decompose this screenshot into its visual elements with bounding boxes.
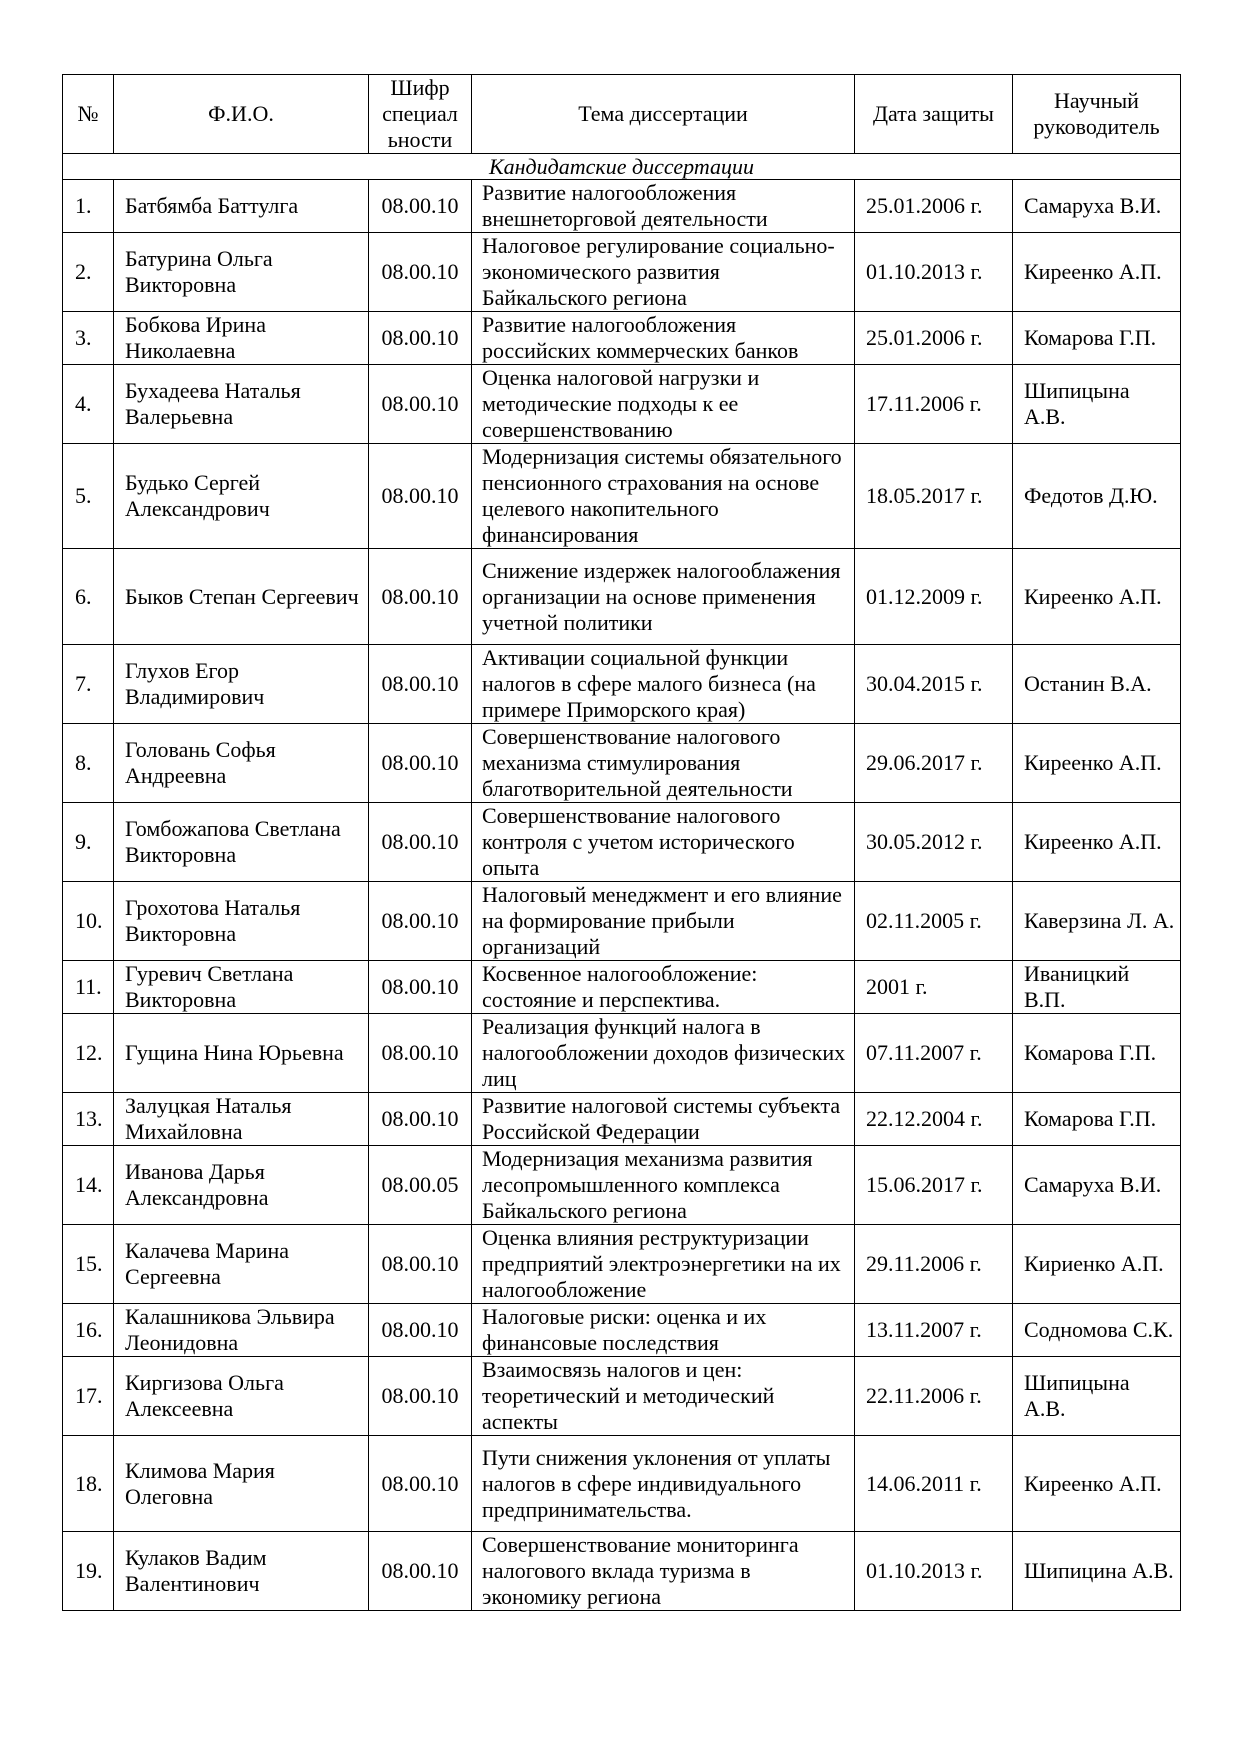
specialty-code: 08.00.10 xyxy=(369,961,472,1014)
header-name: Ф.И.О. xyxy=(114,75,369,154)
table-row xyxy=(63,233,1181,312)
dissertation-topic: Оценка налоговой нагрузки и методические подходы к ее совершенствованию xyxy=(472,365,855,444)
candidate-name: Кулаков Вадим Валентинович xyxy=(114,1532,369,1611)
section-title: Кандидатские диссертации xyxy=(63,154,1181,180)
specialty-code: 08.00.10 xyxy=(369,365,472,444)
defense-date: 25.01.2006 г. xyxy=(855,312,1013,365)
supervisor-name: Киреенко А.П. xyxy=(1013,1436,1181,1532)
specialty-code: 08.00.10 xyxy=(369,312,472,365)
specialty-code: 08.00.10 xyxy=(369,233,472,312)
specialty-code: 08.00.10 xyxy=(369,1532,472,1611)
supervisor-name: Киреенко А.П. xyxy=(1013,724,1181,803)
supervisor-name: Комарова Г.П. xyxy=(1013,312,1181,365)
row-number: 17. xyxy=(63,1357,114,1436)
header-code: Шифр специал ьности xyxy=(369,75,472,154)
row-number: 14. xyxy=(63,1146,114,1225)
row-number: 7. xyxy=(63,645,114,724)
table-row xyxy=(63,724,1181,803)
row-number: 5. xyxy=(63,444,114,549)
candidate-name: Грохотова Наталья Викторовна xyxy=(114,882,369,961)
supervisor-name: Иваницкий В.П. xyxy=(1013,961,1181,1014)
defense-date: 02.11.2005 г. xyxy=(855,882,1013,961)
dissertation-topic: Налоговое регулирование социально-экономического развития Байкальского региона xyxy=(472,233,855,312)
row-number: 18. xyxy=(63,1436,114,1532)
supervisor-name: Комарова Г.П. xyxy=(1013,1014,1181,1093)
row-number: 3. xyxy=(63,312,114,365)
specialty-code: 08.00.10 xyxy=(369,1436,472,1532)
supervisor-name: Кириенко А.П. xyxy=(1013,1225,1181,1304)
specialty-code: 08.00.10 xyxy=(369,645,472,724)
dissertation-topic: Взаимосвязь налогов и цен: теоретический и методический аспекты xyxy=(472,1357,855,1436)
row-number: 16. xyxy=(63,1304,114,1357)
dissertation-topic: Активации социальной функции налогов в сфере малого бизнеса (на примере Приморского края) xyxy=(472,645,855,724)
supervisor-name: Шипицына А.В. xyxy=(1013,1357,1181,1436)
defense-date: 07.11.2007 г. xyxy=(855,1014,1013,1093)
dissertation-topic: Пути снижения уклонения от уплаты налогов в сфере индивидуального предпринимательства. xyxy=(472,1436,855,1532)
candidate-name: Будько Сергей Александрович xyxy=(114,444,369,549)
specialty-code: 08.00.10 xyxy=(369,882,472,961)
table-body xyxy=(63,154,1181,1611)
candidate-name: Киргизова Ольга Алексеевна xyxy=(114,1357,369,1436)
table-row xyxy=(63,1436,1181,1532)
dissertation-topic: Совершенствование налогового механизма стимулирования благотворительной деятельности xyxy=(472,724,855,803)
section-row xyxy=(63,154,1181,180)
specialty-code: 08.00.10 xyxy=(369,1093,472,1146)
table-row xyxy=(63,882,1181,961)
candidate-name: Залуцкая Наталья Михайловна xyxy=(114,1093,369,1146)
defense-date: 30.05.2012 г. xyxy=(855,803,1013,882)
candidate-name: Головань Софья Андреевна xyxy=(114,724,369,803)
table-row xyxy=(63,1532,1181,1611)
candidate-name: Батурина Ольга Викторовна xyxy=(114,233,369,312)
supervisor-name: Самаруха В.И. xyxy=(1013,1146,1181,1225)
dissertation-topic: Косвенное налогообложение: состояние и перспектива. xyxy=(472,961,855,1014)
defense-date: 22.11.2006 г. xyxy=(855,1357,1013,1436)
specialty-code: 08.00.10 xyxy=(369,549,472,645)
row-number: 9. xyxy=(63,803,114,882)
row-number: 15. xyxy=(63,1225,114,1304)
dissertation-topic: Налоговые риски: оценка и их финансовые последствия xyxy=(472,1304,855,1357)
defense-date: 25.01.2006 г. xyxy=(855,180,1013,233)
candidate-name: Быков Степан Сергеевич xyxy=(114,549,369,645)
dissertation-topic: Модернизация системы обязательного пенсионного страхования на основе целевого накопительного финансирования xyxy=(472,444,855,549)
defense-date: 13.11.2007 г. xyxy=(855,1304,1013,1357)
row-number: 11. xyxy=(63,961,114,1014)
table-row xyxy=(63,961,1181,1014)
candidate-name: Глухов Егор Владимирович xyxy=(114,645,369,724)
specialty-code: 08.00.10 xyxy=(369,180,472,233)
row-number: 1. xyxy=(63,180,114,233)
candidate-name: Гомбожапова Светлана Викторовна xyxy=(114,803,369,882)
dissertation-topic: Оценка влияния реструктуризации предприятий электроэнергетики на их налогообложение xyxy=(472,1225,855,1304)
header-supervisor: Научный руководитель xyxy=(1013,75,1181,154)
supervisor-name: Комарова Г.П. xyxy=(1013,1093,1181,1146)
table-row xyxy=(63,180,1181,233)
header-topic: Тема диссертации xyxy=(472,75,855,154)
table-row xyxy=(63,444,1181,549)
specialty-code: 08.00.10 xyxy=(369,1304,472,1357)
supervisor-name: Самаруха В.И. xyxy=(1013,180,1181,233)
dissertation-topic: Реализация функций налога в налогообложении доходов физических лиц xyxy=(472,1014,855,1093)
candidate-name: Батбямба Баттулга xyxy=(114,180,369,233)
row-number: 2. xyxy=(63,233,114,312)
row-number: 19. xyxy=(63,1532,114,1611)
table-row xyxy=(63,312,1181,365)
defense-date: 01.12.2009 г. xyxy=(855,549,1013,645)
candidate-name: Калачева Марина Сергеевна xyxy=(114,1225,369,1304)
dissertation-topic: Развитие налогообложения внешнеторговой деятельности xyxy=(472,180,855,233)
candidate-name: Калашникова Эльвира Леонидовна xyxy=(114,1304,369,1357)
table-row xyxy=(63,1146,1181,1225)
candidate-name: Бухадеева Наталья Валерьевна xyxy=(114,365,369,444)
table-row xyxy=(63,645,1181,724)
candidate-name: Бобкова Ирина Николаевна xyxy=(114,312,369,365)
table-header xyxy=(63,75,1181,154)
table-row xyxy=(63,1093,1181,1146)
row-number: 8. xyxy=(63,724,114,803)
table-row xyxy=(63,365,1181,444)
header-num: № xyxy=(63,75,114,154)
dissertation-topic: Совершенствование налогового контроля с учетом исторического опыта xyxy=(472,803,855,882)
specialty-code: 08.00.10 xyxy=(369,1357,472,1436)
dissertation-topic: Развитие налогообложения российских коммерческих банков xyxy=(472,312,855,365)
table-row xyxy=(63,1225,1181,1304)
dissertation-topic: Налоговый менеджмент и его влияние на формирование прибыли организаций xyxy=(472,882,855,961)
candidate-name: Иванова Дарья Александровна xyxy=(114,1146,369,1225)
defense-date: 17.11.2006 г. xyxy=(855,365,1013,444)
row-number: 13. xyxy=(63,1093,114,1146)
supervisor-name: Шипицына А.В. xyxy=(1013,365,1181,444)
supervisor-name: Киреенко А.П. xyxy=(1013,233,1181,312)
dissertation-topic: Совершенствование мониторинга налогового вклада туризма в экономику региона xyxy=(472,1532,855,1611)
defense-date: 01.10.2013 г. xyxy=(855,233,1013,312)
specialty-code: 08.00.10 xyxy=(369,444,472,549)
row-number: 12. xyxy=(63,1014,114,1093)
row-number: 10. xyxy=(63,882,114,961)
supervisor-name: Каверзина Л. А. xyxy=(1013,882,1181,961)
defense-date: 29.11.2006 г. xyxy=(855,1225,1013,1304)
specialty-code: 08.00.10 xyxy=(369,1225,472,1304)
specialty-code: 08.00.05 xyxy=(369,1146,472,1225)
defense-date: 18.05.2017 г. xyxy=(855,444,1013,549)
specialty-code: 08.00.10 xyxy=(369,724,472,803)
table-row xyxy=(63,803,1181,882)
defense-date: 14.06.2011 г. xyxy=(855,1436,1013,1532)
row-number: 4. xyxy=(63,365,114,444)
table-row xyxy=(63,1357,1181,1436)
supervisor-name: Федотов Д.Ю. xyxy=(1013,444,1181,549)
dissertation-topic: Развитие налоговой системы субъекта Российской Федерации xyxy=(472,1093,855,1146)
supervisor-name: Киреенко А.П. xyxy=(1013,549,1181,645)
header-date: Дата защиты xyxy=(855,75,1013,154)
supervisor-name: Содномова С.К. xyxy=(1013,1304,1181,1357)
candidate-name: Гущина Нина Юрьевна xyxy=(114,1014,369,1093)
specialty-code: 08.00.10 xyxy=(369,803,472,882)
table-row xyxy=(63,1014,1181,1093)
defense-date: 30.04.2015 г. xyxy=(855,645,1013,724)
row-number: 6. xyxy=(63,549,114,645)
table-row xyxy=(63,1304,1181,1357)
defense-date: 22.12.2004 г. xyxy=(855,1093,1013,1146)
defense-date: 29.06.2017 г. xyxy=(855,724,1013,803)
candidate-name: Гуревич Светлана Викторовна xyxy=(114,961,369,1014)
specialty-code: 08.00.10 xyxy=(369,1014,472,1093)
candidate-name: Климова Мария Олеговна xyxy=(114,1436,369,1532)
dissertation-topic: Модернизация механизма развития лесопромышленного комплекса Байкальского региона xyxy=(472,1146,855,1225)
table-row xyxy=(63,549,1181,645)
supervisor-name: Останин В.А. xyxy=(1013,645,1181,724)
supervisor-name: Киреенко А.П. xyxy=(1013,803,1181,882)
supervisor-name: Шипицина А.В. xyxy=(1013,1532,1181,1611)
dissertations-table xyxy=(62,74,1181,1611)
defense-date: 15.06.2017 г. xyxy=(855,1146,1013,1225)
dissertation-topic: Снижение издержек налогооблажения организации на основе применения учетной политики xyxy=(472,549,855,645)
defense-date: 01.10.2013 г. xyxy=(855,1532,1013,1611)
defense-date: 2001 г. xyxy=(855,961,1013,1014)
